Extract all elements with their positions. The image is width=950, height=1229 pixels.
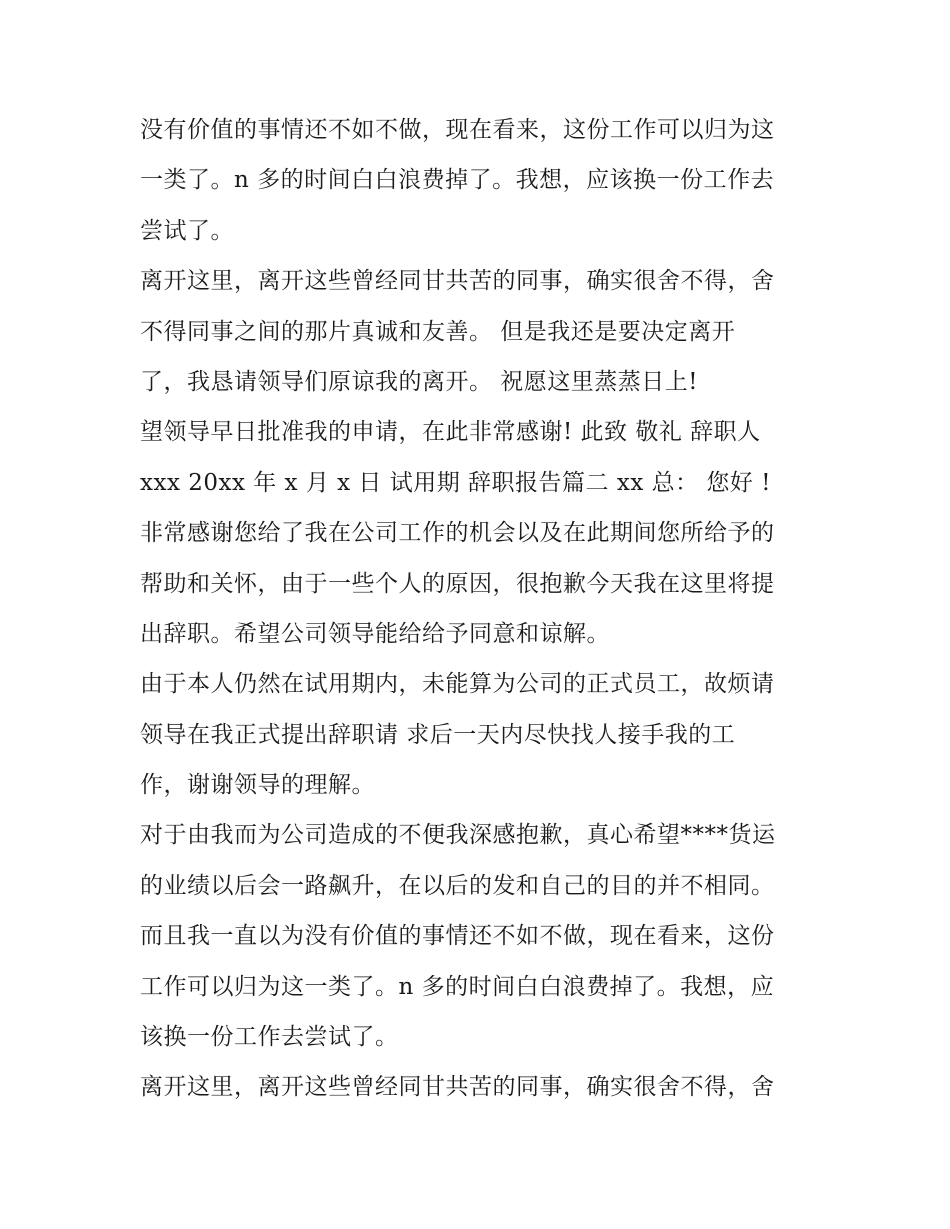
text-line: 而且我一直以为没有价值的事情还不如不做，现在看来，这份 (140, 923, 775, 950)
document-body (140, 105, 820, 1113)
text-line: 了，我恳请领导们原谅我的离开。 祝愿这里蒸蒸日上! (140, 368, 699, 395)
text-line: 领导在我正式提出辞职请 求后一天内尽快找人接手我的工 (140, 721, 736, 748)
text-line: 作，谢谢领导的理解。 (140, 772, 375, 799)
text-line: xxx 20xx 年 x 月 x 日 试用期 辞职报告篇二 xx 总： 您好 ! (140, 469, 771, 496)
text-line: 的业绩以后会一路飙升，在以后的发和自己的目的并不相同。 (140, 872, 775, 899)
text-line: 出辞职。希望公司领导能给给予同意和谅解。 (140, 620, 610, 647)
text-line: 帮助和关怀，由于一些个人的原因，很抱歉今天我在这里将提 (140, 570, 775, 597)
text-line: 一类了。n 多的时间白白浪费掉了。我想，应该换一份工作去 (140, 167, 775, 194)
text-line: 离开这里，离开这些曾经同甘共苦的同事，确实很舍不得，舍 (140, 1074, 775, 1101)
text-line: 工作可以归为这一类了。n 多的时间白白浪费掉了。我想，应 (140, 973, 775, 1000)
text-line: 没有价值的事情还不如不做，现在看来，这份工作可以归为这 (140, 117, 775, 143)
text-line: 该换一份工作去尝试了。 (140, 1024, 399, 1051)
text-line: 由于本人仍然在试用期内，未能算为公司的正式员工，故烦请 (140, 671, 775, 698)
text-line: 非常感谢您给了我在公司工作的机会以及在此期间您所给予的 (140, 520, 775, 547)
text-line: 不得同事之间的那片真诚和友善。 但是我还是要决定离开 (140, 318, 736, 345)
text-line: 尝试了。 (140, 217, 234, 244)
text-line: 离开这里，离开这些曾经同甘共苦的同事，确实很舍不得，舍 (140, 268, 775, 295)
text-line: 望领导早日批准我的申请，在此非常感谢! 此致 敬礼 辞职人 (140, 419, 761, 446)
text-line: 对于由我而为公司造成的不便我深感抱歉，真心希望****货运 (140, 822, 776, 849)
